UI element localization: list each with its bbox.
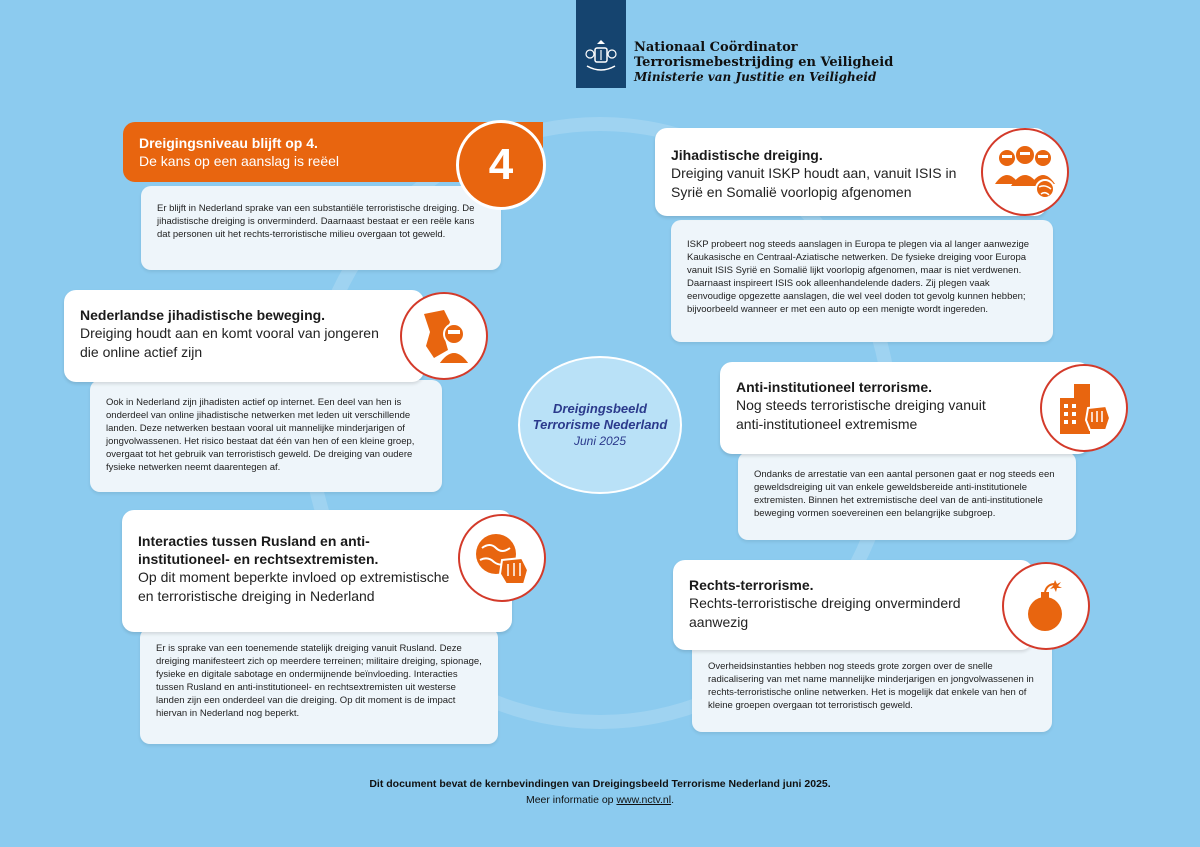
dutch-movement-subtitle: Dreiging houdt aan en komt vooral van jongeren die online actief zijn (80, 325, 379, 360)
dutch-movement-detail: Ook in Nederland zijn jihadisten actief op internet. Een deel van hen is onderdeel van online jihadistische netwerken met leden uit verschillende landen. Deze netwerken bestaan vooral uit mannelijke minderjarigen of jongvolwassenen. Het risico bestaat dat één van hen of een kleine groep, overgaat tot het gebruik van terroristisch geweld. De dreiging van oudere fysieke netwerken neemt daarentegen af. (90, 380, 442, 492)
org-line-1: Nationaal Coördinator (634, 40, 798, 55)
threat-level-number: 4 (456, 120, 546, 210)
footer-line-1: Dit document bevat de kernbevindingen van Dreigingsbeeld Terrorisme Nederland juni 2025. (369, 778, 831, 790)
anti-institutional-badge (1040, 364, 1128, 452)
org-line-3: Ministerie van Justitie en Veiligheid (634, 70, 877, 84)
jihadist-group-icon (993, 144, 1057, 200)
building-fist-icon (1054, 378, 1114, 438)
footer-line-2-suffix: . (671, 794, 675, 806)
right-wing-title: Rechts-terrorisme. (689, 577, 814, 593)
anti-institutional-detail: Ondanks de arrestatie van een aantal personen gaat er nog steeds een geweldsdreiging uit van enkele geweldsbereide anti-institutionele extremisten. Binnen het extremistische deel van de anti-institutionele beweging vormen soevereinen een belangrijke subgroep. (738, 452, 1076, 540)
government-logo (576, 0, 626, 88)
dutch-movement-title: Nederlandse jihadistische beweging. (80, 307, 326, 323)
russia-detail: Er is sprake van een toenemende statelijk dreiging vanuit Rusland. Deze dreiging manifesteert zich op meerdere terreinen; militaire dreiging, spionage, fysieke en digitale sabotage en ondermijnende beïnvloeding. Interacties tussen Rusland en anti-institutioneel- en rechtsextremisten uit westerse landen zijn een onderdeel van die dreiging. Op dit moment is de impact hiervan in Nederland nog beperkt. (140, 628, 498, 744)
threat-level-title: Dreigingsniveau blijft op 4. (139, 135, 318, 151)
nctv-link[interactable]: www.nctv.nl (616, 794, 672, 806)
footer (0, 776, 1200, 808)
org-line-2: Terrorismebestrijding en Veiligheid (634, 55, 894, 70)
center-title-1: Dreigingsbeeld (553, 401, 647, 416)
center-title-2: Terrorisme Nederland (532, 417, 668, 432)
coat-of-arms-icon (581, 38, 621, 78)
organization-name (634, 40, 893, 85)
anti-institutional-title: Anti-institutioneel terrorisme. (736, 379, 933, 395)
right-wing-subtitle: Rechts-terroristische dreiging onverminderd aanwezig (689, 595, 961, 630)
dutch-movement-badge (400, 292, 488, 380)
dutch-movement-card (64, 290, 424, 382)
center-title-circle (518, 356, 682, 494)
globe-fist-icon (472, 528, 532, 588)
anti-institutional-subtitle: Nog steeds terroristische dreiging vanuit anti-institutioneel extremisme (736, 397, 986, 432)
russia-badge (458, 514, 546, 602)
right-wing-detail: Overheidsinstanties hebben nog steeds grote zorgen over de snelle radicalisering van met name mannelijke minderjarigen en jongvolwassenen in rechts-terroristische online netwerken. Het is mogelijk dat enkele van hen of kleine groepen overgaan tot terroristisch geweld. (692, 640, 1052, 732)
netherlands-jihadist-icon (414, 306, 474, 366)
russia-card (122, 510, 512, 632)
anti-institutional-card (720, 362, 1090, 454)
right-wing-card (673, 560, 1033, 650)
bomb-icon (1021, 578, 1071, 634)
jihadist-badge (981, 128, 1069, 216)
right-wing-badge (1002, 562, 1090, 650)
jihadist-subtitle: Dreiging vanuit ISKP houdt aan, vanuit ISIS in Syrië en Somalië voorlopig afgenomen (671, 165, 957, 200)
center-date: Juni 2025 (573, 434, 627, 448)
threat-level-detail: Er blijft in Nederland sprake van een substantiële terroristische dreiging. De jihadistische dreiging is onverminderd. Daarnaast bestaat er een reële kans dat personen uit het rechts-terroristische milieu overgaan tot geweld. (141, 186, 501, 270)
jihadist-detail: ISKP probeert nog steeds aanslagen in Europa te plegen via al langer aanwezige Kaukasische en Centraal-Aziatische netwerken. De fysieke dreiging voor Europa vanuit ISIS Syrië en Somalië lijkt voorlopig afgenomen, maar is niet verdwenen. Daarnaast inspireert ISIS ook alleenhandelende daders. Zij plegen vaak eenvoudige opgezette aanslagen, die wel veel doden tot gevolg kunnen hebben; bijvoorbeeld wanneer er met een auto op een menigte wordt ingereden. (671, 220, 1053, 342)
russia-title: Interacties tussen Rusland en anti-institutioneel- en rechtsextremisten. (138, 533, 379, 567)
threat-level-subtitle: De kans op een aanslag is reëel (139, 153, 340, 169)
footer-line-2-prefix: Meer informatie op (525, 794, 617, 806)
jihadist-title: Jihadistische dreiging. (671, 147, 823, 163)
russia-subtitle: Op dit moment beperkte invloed op extremistische en terroristische dreiging in Nederland (138, 569, 450, 604)
